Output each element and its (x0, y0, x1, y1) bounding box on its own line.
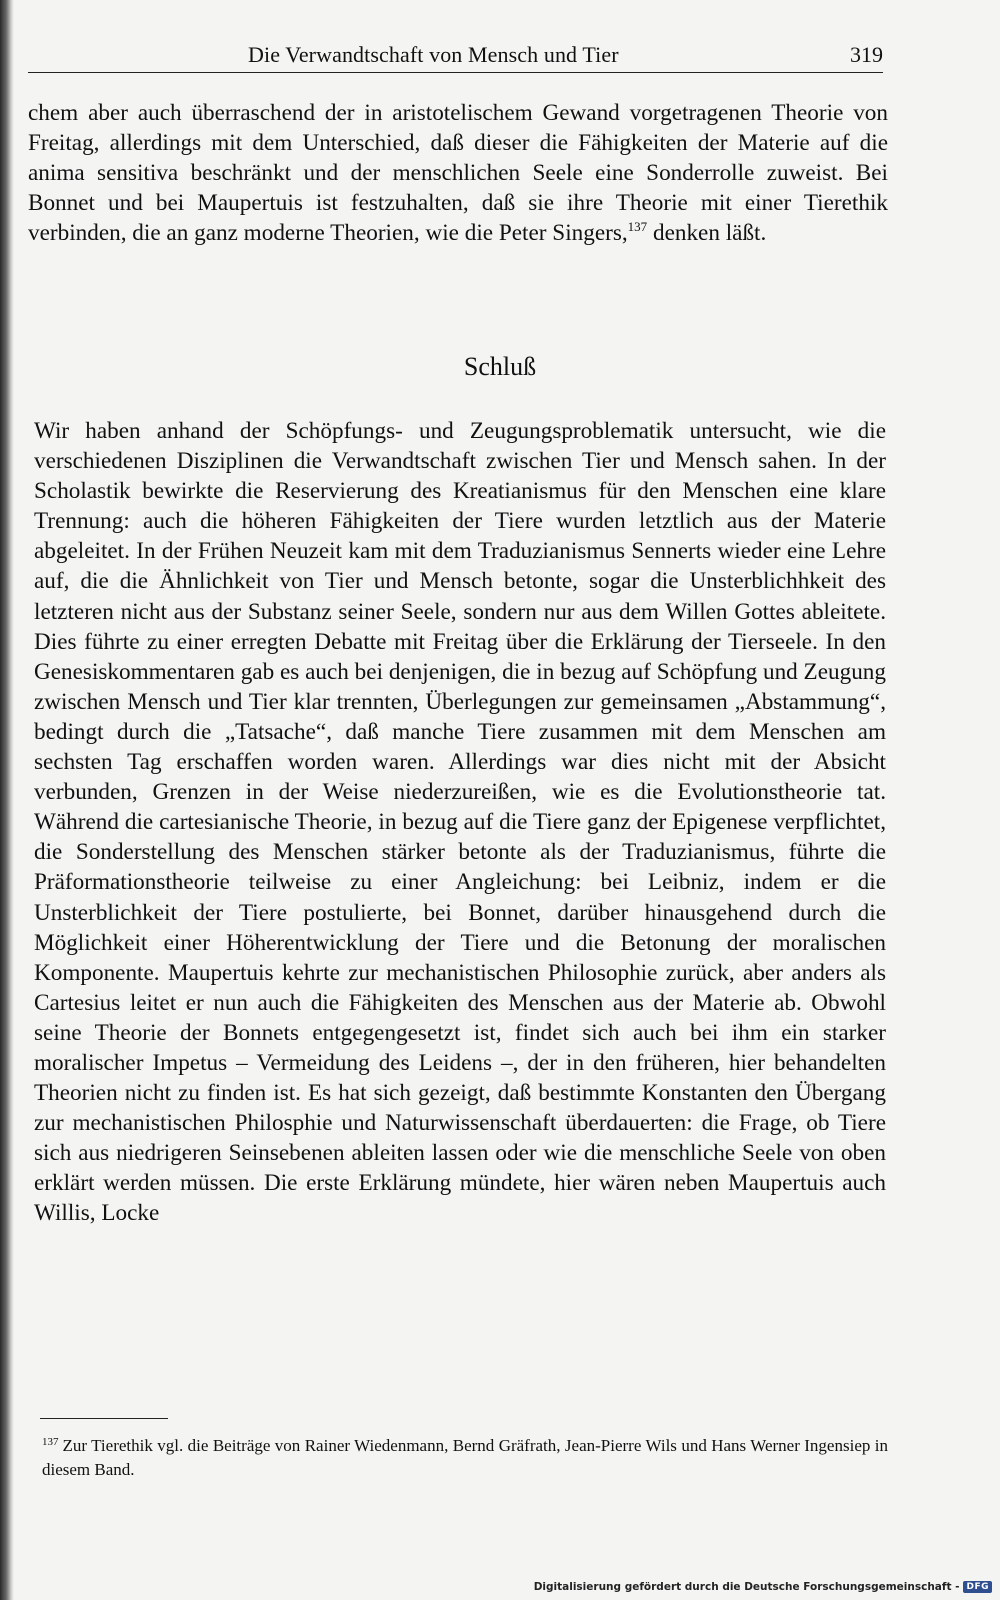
footnote-text: Zur Tierethik vgl. die Beiträge von Rainer Wiedenmann, Bernd Gräfrath, Jean-Pierre Wils und Hans Werner Ingensiep in diesem Band. (42, 1436, 888, 1479)
section-body (34, 416, 886, 1229)
paragraph-1-text-end: denken läßt. (647, 220, 767, 247)
footnote-137 (42, 1434, 888, 1482)
running-title: Die Verwandtschaft von Mensch und Tier (248, 42, 619, 67)
paragraph-2: Wir haben anhand der Schöpfungs- und Zeugungsproblematik untersucht, wie die verschiedenen Disziplinen die Verwandtschaft zwischen Tier und Mensch sahen. In der Scholastik bewirkte die Reservierung des Kreatianismus für den Menschen eine klare Trennung: auch die höheren Fähigkeiten der Tiere wurden letztlich aus der Materie abgeleitet. In der Frühen Neuzeit kam mit dem Traduzianismus Sennerts wieder eine Lehre auf, die die Ähnlichkeit von Tier und Mensch betonte, sogar die Unsterblichhkeit des letzteren nicht aus der Substanz seiner Seele, sondern nur aus dem Willen Gottes ableitete. Dies führte zu einer erregten Debatte mit Freitag über die Erklärung der Tierseele. In den Genesiskommentaren gab es auch bei denjenigen, die in bezug auf Schöpfung und Zeugung zwischen Mensch und Tier klar trennten, Überlegungen zur gemeinsamen „Abstammung“, bedingt durch die „Tatsache“, daß manche Tiere zusammen mit dem Menschen am sechsten Tag erschaffen worden waren. Allerdings war dies nicht mit der Absicht verbunden, Grenzen in der Weise niederzureißen, wie es die Evolutionstheorie tat. Während die cartesianische Theorie, in bezug auf die Tiere ganz der Epigenese verpflichtet, die Sonderstellung des Menschen stärker betonte als der Traduzianismus, führte die Präformationstheorie teilweise zu einer Angleichung: bei Leibniz, indem er die Unsterblichkeit der Tiere postulierte, bei Bonnet, darüber hinausgehend durch die Möglichkeit einer Höherentwicklung der Tiere und die Betonung der moralischen Komponente. Maupertuis kehrte zur mechanistischen Philosophie zurück, aber anders als Cartesius leitet er nun auch die Fähigkeiten des Menschen aus der Materie ab. Obwohl seine Theorie der Bonnets entgegengesetzt ist, findet sich auch bei ihm ein starker moralischer Impetus – Vermeidung des Leidens –, der in den früheren, hier behandelten Theorien nicht zu finden ist. Es hat sich gezeigt, daß bestimmte Konstanten den Übergang zur mechanistischen Philosphie und Naturwissenschaft überdauerten: die Frage, ob Tiere sich aus niedrigeren Seinsebenen ableiten lassen oder wie die menschliche Seele von oben erklärt werden müssen. Die erste Erklärung mündete, hier wären neben Maupertuis auch Willis, Locke (34, 418, 886, 1227)
paragraph-1 (28, 98, 888, 248)
running-header (28, 38, 883, 73)
footnote-reference-137[interactable]: 137 (627, 219, 648, 235)
digitization-funding-note (534, 1578, 992, 1596)
footnote-number: 137 (42, 1436, 59, 1448)
funding-note-text: Digitalisierung gefördert durch die Deutsche Forschungsgemeinschaft - (533, 1581, 960, 1593)
page-number: 319 (850, 42, 883, 67)
paragraph-continued (28, 98, 888, 248)
paragraph-1-text: chem aber auch überraschend der in aristotelischem Gewand vorgetragenen Theorie von Freitag, allerdings mit dem Unterschied, daß dieser die Fähigkeiten der Materie auf die anima sensitiva beschränkt und der menschlichen Seele eine Sonderrolle zuweist. Bei Bonnet und bei Maupertuis ist festzuhalten, daß sie ihre Theorie mit einer Tierethik verbinden, die an ganz moderne Theorien, wie die Peter Singers, (28, 100, 888, 247)
section-heading: Schluß (463, 352, 537, 381)
footnote-divider (40, 1418, 168, 1419)
dfg-logo-icon: DFG (963, 1581, 992, 1593)
